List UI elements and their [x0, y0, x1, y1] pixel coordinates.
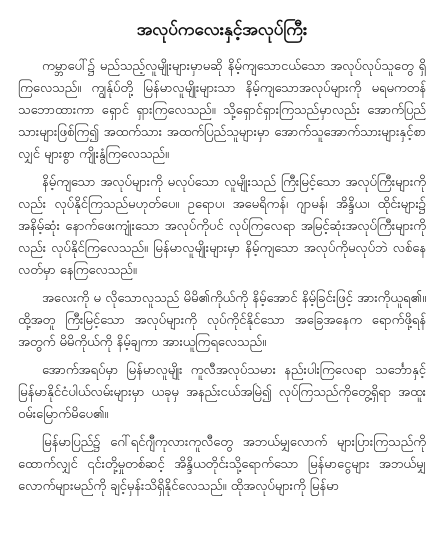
paragraph: အလေးကို မ လိုသောလူသည် မိမိ၏ကိုယ်ကို နိမ့်အောင် နိမ့်ခြင်းဖြင့် အားကိုယူရ၏။ ထို့အတူ ကြီးမြင့်သော အလုပ်များကို လုပ်ကိုင်နိုင်သော အခြေအနေက ရောက်ဖို့ရန်အတွက် မိမိကိုယ်ကို နိမ့်ချကာ အားယူကြရလေသည်။: [18, 291, 426, 350]
paragraph: နိမ့်ကျသော အလုပ်များကို မလုပ်သော လူမျိုးသည် ကြီးမြင့်သော အလုပ်ကြီးများကိုလည်း လုပ်နိုင်ကြသည်မဟုတ်ပေ။ ဥရောပ၊ အမေရိကန်၊ ဂျာမန်၊ အိန္ဒိယ၊ ထိုင်းများ၌ အနိမ့်ဆုံး နောက်ဖေးကျုံးသော အလုပ်ကိုပင် လုပ်ကြလေရာ အမြင့်ဆုံးအလုပ်ကြီးများကိုလည်း လုပ်နိုင်ကြလေသည်။ မြန်မာလူမျိုးများမှာ နိမ့်ကျသော အလုပ်ကိုမလုပ်ဘဲ လစ်နေလတ်မှာ နေကြလေသည်။: [18, 175, 426, 278]
document-title: အလုပ်ကလေးနှင့်အလုပ်ကြီး: [136, 20, 308, 40]
paragraph: အောက်အရပ်မှာ မြန်မာလူမျိုး ကူလီအလုပ်သမား နည်းပါးကြလေရာ သင်္ဘောနှင့် မြန်မာနိုင်ငံပါယ်လမ်းများမှာ ယခုမှ အနည်းငယ်အမြဲ၍ လုပ်ကြသည်ကိုတွေ့ရှိရာ အထူးဝမ်းမြောက်မိပေ၏။: [18, 363, 426, 422]
paragraph: မြန်မာပြည်၌ ဂေါ်ရင်ဂျီကုလားကူလီတွေ အဘယ်မျှလောက် များပြားကြသည်ကိုထောက်လျှင် ၎င်းတို့မှုတစ်ဆင့် အိန္ဒိယတိုင်းသို့ရောက်သော မြန်မာငွေများ အဘယ်မျှလောက်များမည်ကို ချင့်မှန်းသိရှိနိုင်လေသည်။ ထိုအလုပ်များကို မြန်မာ: [18, 435, 426, 494]
paragraph: ကမ္ဘာပေါ်၌ မည်သည့်လူမျိုးများမှာမဆို နိမ့်ကျသောငယ်သော အလုပ်လုပ်သူတွေ ရှိကြလေသည်။ ကျွန်ုပ်တို့ မြန်မာလူမျိုးများသာ နိမ့်ကျသောအလုပ်များကို မရမကတန်သဘောထားကာ ရှောင် ရှားကြလေသည်။ သို့ရှောင်ရှားကြသည်မှာလည်း အောက်ပြည်သားများဖြစ်ကြ၍ အထက်သား အထက်ပြည်သူများမှာ အောက်သူအောက်သားများနှင့်စာလျှင် များစွာ ကျိုးနွံကြလေသည်။: [18, 59, 426, 162]
